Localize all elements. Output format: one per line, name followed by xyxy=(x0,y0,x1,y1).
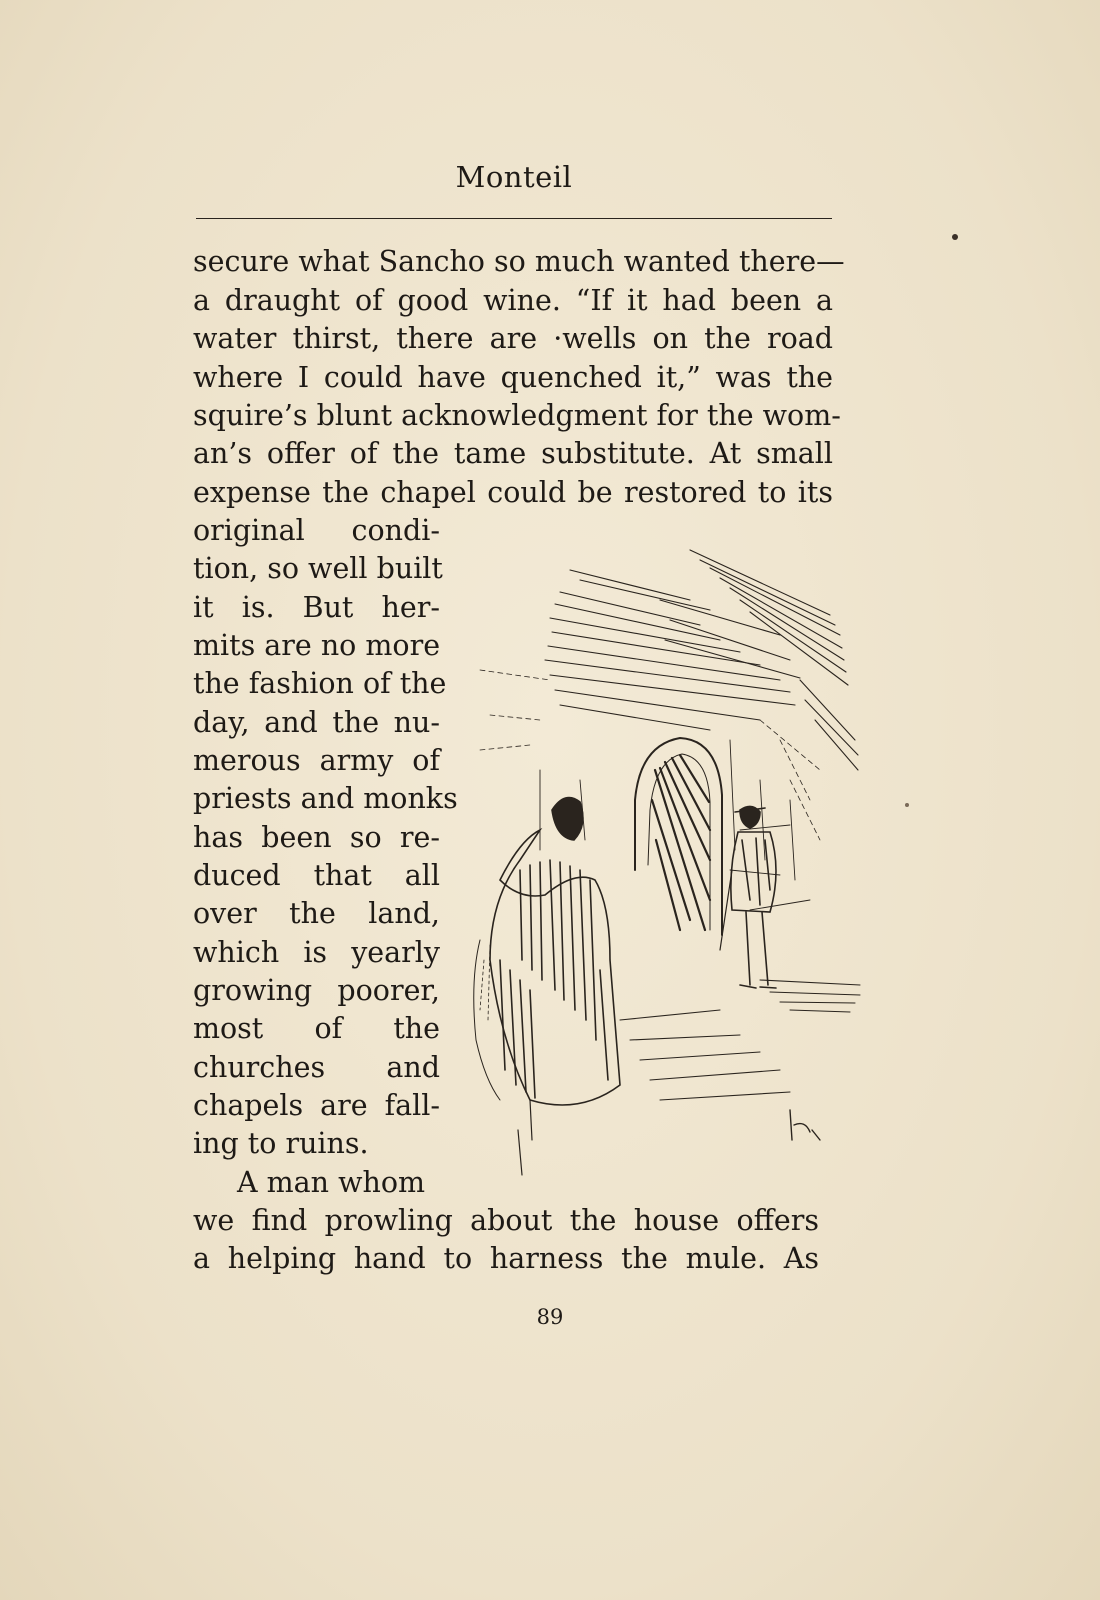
paper-speck xyxy=(905,803,909,807)
text-line-16: has been so re- xyxy=(193,821,440,854)
text-line-27: a helping hand to harness the mule. As xyxy=(193,1242,819,1275)
page-number: 89 xyxy=(536,1305,564,1329)
chapel-illustration xyxy=(460,540,880,1200)
man-figure xyxy=(720,806,776,988)
text-line-13: day, and the nu- xyxy=(193,706,440,739)
text-line-6: an’s offer of the tame substitute. At small xyxy=(193,437,833,470)
text-line-20: growing poorer, xyxy=(193,974,440,1007)
text-line-21: most of the xyxy=(193,1012,440,1045)
text-line-18: over the land, xyxy=(193,897,440,930)
text-line-7: expense the chapel could be restored to its xyxy=(193,476,833,509)
text-line-24: ing to ruins. xyxy=(193,1127,369,1160)
text-line-11: mits are no more xyxy=(193,629,441,662)
text-line-4: where I could have quenched it,” was the xyxy=(193,361,833,394)
text-line-25: A man whom xyxy=(237,1166,426,1199)
arch xyxy=(635,738,722,935)
text-line-9: tion, so well built xyxy=(193,552,443,585)
text-line-15: priests and monks xyxy=(193,782,458,815)
text-line-22: churches and xyxy=(193,1051,440,1084)
running-header: Monteil xyxy=(455,160,573,194)
rock-hatching xyxy=(545,550,858,770)
header-rule xyxy=(196,218,832,219)
text-line-12: the fashion of the xyxy=(193,667,447,700)
text-line-8: original condi- xyxy=(193,514,440,547)
text-line-26: we find prowling about the house offers xyxy=(193,1204,819,1237)
text-line-1: secure what Sancho so much wanted there— xyxy=(193,245,845,278)
text-line-10: it is. But her- xyxy=(193,591,440,624)
woman-figure xyxy=(474,798,620,1176)
paper-speck xyxy=(952,234,958,240)
text-line-5: squire’s blunt acknowledgment for the wom- xyxy=(193,399,841,432)
text-line-2: a draught of good wine. “If it had been a xyxy=(193,284,833,317)
text-line-14: merous army of xyxy=(193,744,440,777)
text-line-23: chapels are fall- xyxy=(193,1089,440,1122)
text-line-3: water thirst, there are ·wells on the road xyxy=(193,322,833,355)
text-line-19: which is yearly xyxy=(193,936,440,969)
text-line-17: duced that all xyxy=(193,859,440,892)
